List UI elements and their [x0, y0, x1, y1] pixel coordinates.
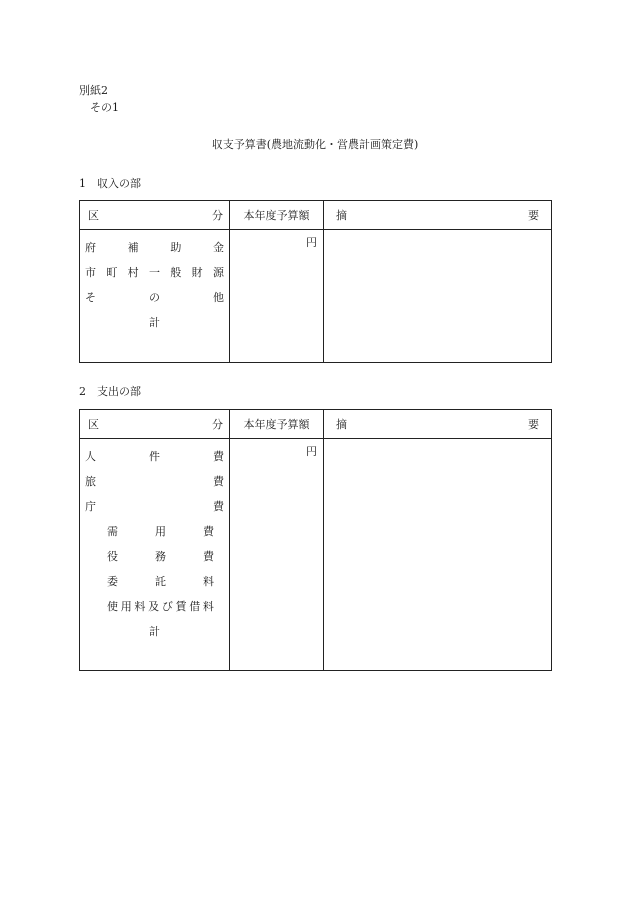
item-char: 人	[85, 449, 96, 463]
expense-table	[79, 409, 552, 671]
expense-amount-cell[interactable]	[230, 439, 324, 671]
remarks-header	[324, 201, 552, 230]
income-amount-cell[interactable]	[230, 230, 324, 363]
item-char: 財	[191, 265, 203, 279]
item-char: そ	[85, 290, 96, 304]
item-char: 需	[107, 524, 118, 538]
amount-header	[230, 201, 324, 230]
income-items-cell	[80, 230, 230, 363]
item-char: 費	[213, 499, 224, 513]
item-char: 借	[189, 599, 201, 613]
kubun-right-label: 分	[212, 418, 223, 431]
expense-items-cell	[80, 439, 230, 671]
item-char: 町	[106, 265, 118, 279]
item-char: 旅	[85, 474, 96, 488]
item-char: 助	[170, 240, 182, 254]
remarks-header	[324, 410, 552, 439]
annex-label: 別紙2	[79, 84, 108, 97]
income-heading: 1 収入の部	[79, 177, 141, 190]
kubun-left-label: 区	[88, 418, 99, 431]
item-row	[85, 493, 224, 518]
item-char: 源	[212, 265, 224, 279]
item-char: 賃	[175, 599, 187, 613]
kubun-left-label: 区	[88, 209, 99, 222]
total-row	[85, 309, 224, 334]
item-char: 村	[127, 265, 139, 279]
expense-heading: 2 支出の部	[79, 385, 141, 398]
item-char: 委	[107, 574, 118, 588]
item-char: 料	[202, 599, 214, 613]
item-char: 補	[127, 240, 139, 254]
item-row	[85, 284, 224, 309]
item-char: 他	[213, 290, 224, 304]
item-char: 料	[203, 574, 214, 588]
item-char: 府	[85, 240, 96, 254]
item-char: 及	[148, 599, 160, 613]
part-label: その1	[90, 101, 119, 114]
item-row	[85, 259, 224, 284]
remarks-right-label: 要	[528, 209, 539, 222]
kubun-right-label: 分	[212, 209, 223, 222]
amount-label: 本年度予算額	[243, 209, 310, 222]
item-char: 費	[203, 549, 214, 563]
amount-header	[230, 410, 324, 439]
item-char: の	[149, 290, 160, 304]
kubun-header	[80, 201, 230, 230]
item-char: 費	[203, 524, 214, 538]
item-char: 使	[107, 599, 118, 613]
item-char: 用	[155, 524, 166, 538]
item-row	[85, 593, 224, 618]
yen-unit: 円	[306, 236, 317, 249]
item-char: 件	[149, 449, 160, 463]
income-remarks-cell[interactable]	[324, 230, 552, 363]
item-char: 庁	[85, 499, 96, 513]
item-char: 役	[107, 549, 118, 563]
expense-header-row	[80, 410, 552, 439]
item-row	[85, 543, 224, 568]
income-table	[79, 200, 552, 363]
item-char: 般	[170, 265, 182, 279]
item-char: 一	[148, 265, 160, 279]
document-title: 収支予算書(農地流動化・営農計画策定費)	[211, 138, 419, 151]
total-label: 計	[149, 315, 160, 329]
amount-label: 本年度予算額	[243, 418, 310, 431]
item-char: 金	[212, 240, 224, 254]
item-row	[85, 568, 224, 593]
item-char: 費	[213, 449, 224, 463]
item-row	[85, 518, 224, 543]
remarks-right-label: 要	[528, 418, 539, 431]
item-row	[85, 443, 224, 468]
total-label: 計	[149, 624, 160, 638]
total-row	[85, 618, 224, 643]
item-char: 用	[120, 599, 132, 613]
item-char: び	[161, 599, 173, 613]
kubun-header	[80, 410, 230, 439]
item-char: 費	[213, 474, 224, 488]
item-char: 務	[155, 549, 166, 563]
income-body-row	[80, 230, 552, 363]
remarks-left-label: 摘	[336, 209, 347, 222]
item-char: 託	[155, 574, 166, 588]
expense-body-row	[80, 439, 552, 671]
item-row	[85, 468, 224, 493]
income-header-row	[80, 201, 552, 230]
item-row	[85, 234, 224, 259]
yen-unit: 円	[306, 445, 317, 458]
remarks-left-label: 摘	[336, 418, 347, 431]
item-char: 料	[134, 599, 146, 613]
item-char: 市	[85, 265, 96, 279]
expense-remarks-cell[interactable]	[324, 439, 552, 671]
